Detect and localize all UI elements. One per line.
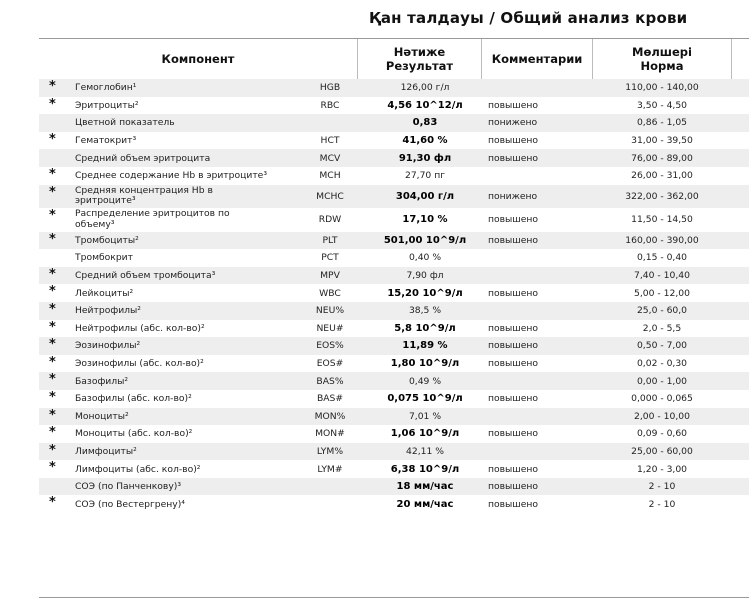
header-component: Компонент (161, 52, 235, 66)
comment-text (488, 267, 588, 285)
component-code: MCV (319, 152, 341, 164)
norm-range: 110,00 - 140,00 (625, 82, 699, 94)
table-row (39, 79, 749, 97)
component-code: NEU% (315, 305, 345, 317)
row-marker: * (49, 425, 56, 441)
result-value: 0,40 % (408, 252, 442, 264)
component-code: HGB (319, 82, 341, 94)
component-code: MON# (315, 428, 345, 440)
comment-text: повышено (488, 428, 538, 440)
row-marker: * (49, 96, 56, 112)
row-marker: * (49, 460, 56, 476)
comment-text: повышено (488, 322, 538, 334)
component-name: Средний объем эритроцита (75, 152, 211, 164)
table-row (39, 495, 749, 513)
table-row (39, 267, 749, 285)
table-row (39, 132, 749, 150)
norm-range: 2,00 - 10,00 (634, 410, 690, 422)
table-row (39, 355, 749, 373)
result-value: 11,89 % (402, 340, 448, 352)
component-code (297, 478, 363, 496)
row-marker (49, 149, 63, 167)
component-code: BAS# (316, 393, 344, 405)
component-code: BAS% (316, 375, 344, 387)
table-row (39, 149, 749, 167)
norm-range: 0,50 - 7,00 (636, 340, 688, 352)
result-value: 17,10 % (402, 214, 448, 226)
row-marker: * (49, 184, 56, 200)
comment-text: повышено (488, 214, 538, 226)
norm-range: 3,50 - 4,50 (636, 99, 688, 111)
component-code: MCHC (316, 190, 344, 202)
component-name: Средняя концентрация Hb в эритроците³ (75, 184, 213, 207)
row-marker: * (49, 407, 56, 423)
row-marker: * (49, 319, 56, 335)
comment-text (488, 372, 588, 390)
table-row (39, 114, 749, 132)
table-row (39, 443, 749, 461)
component-code: MON% (314, 410, 346, 422)
result-value: 15,20 10^9/л (387, 287, 463, 299)
row-marker: * (49, 301, 56, 317)
row-marker: * (49, 389, 56, 405)
comment-text: повышено (488, 287, 538, 299)
result-value: 27,70 пг (404, 170, 446, 182)
header-divider (731, 39, 732, 79)
component-code: LYM% (316, 445, 344, 457)
component-code: WBC (319, 287, 341, 299)
result-value: 4,56 10^12/л (387, 99, 463, 111)
row-marker: * (49, 284, 56, 300)
norm-range: 31,00 - 39,50 (631, 135, 693, 147)
norm-range: 11,50 - 14,50 (631, 214, 693, 226)
component-name: Лимфоциты (абс. кол-во)² (75, 463, 201, 475)
header-comments: Комментарии (491, 52, 583, 66)
row-marker: * (49, 231, 56, 247)
component-code: PCT (321, 252, 339, 264)
component-name: Средний объем тромбоцита³ (75, 270, 216, 282)
result-value: 6,38 10^9/л (390, 463, 460, 475)
component-code: MPV (320, 270, 340, 282)
component-name: Эозинофилы² (75, 340, 141, 352)
component-code: RDW (318, 214, 342, 226)
norm-range: 322,00 - 362,00 (625, 190, 699, 202)
table-row (39, 232, 749, 250)
norm-range: 7,40 - 10,40 (634, 270, 690, 282)
row-marker: * (49, 495, 56, 511)
norm-range: 0,15 - 0,40 (636, 252, 688, 264)
component-name: Нейтрофилы (абс. кол-во)² (75, 322, 205, 334)
component-name: Тромбоциты² (75, 234, 139, 246)
norm-range: 0,86 - 1,05 (636, 117, 688, 129)
table-row (39, 408, 749, 426)
result-value: 0,83 (412, 117, 438, 129)
header-result: Нәтиже Результат (385, 45, 454, 73)
result-value: 91,30 фл (398, 152, 452, 164)
norm-range: 2,0 - 5,5 (642, 322, 682, 334)
norm-range: 1,20 - 3,00 (636, 463, 688, 475)
result-value: 126,00 г/л (400, 82, 450, 94)
comment-text: повышено (488, 481, 538, 493)
table-row (39, 460, 749, 478)
table-row (39, 372, 749, 390)
component-name: Базофилы (абс. кол-во)² (75, 393, 192, 405)
norm-range: 0,00 - 1,00 (636, 375, 688, 387)
row-marker (49, 114, 63, 132)
component-name: Гематокрит³ (75, 135, 137, 147)
row-marker: * (49, 337, 56, 353)
table-bottom-border (39, 597, 749, 598)
table-row (39, 208, 749, 232)
component-name: Гемоглобин¹ (75, 82, 137, 94)
norm-range: 0,02 - 0,30 (636, 358, 688, 370)
component-name: Среднее содержание Hb в эритроците³ (75, 170, 268, 182)
component-name: Эозинофилы (абс. кол-во)² (75, 358, 204, 370)
norm-range: 25,00 - 60,00 (631, 445, 693, 457)
table-row (39, 478, 749, 496)
report-title: Қан талдауы / Общий анализ крови (369, 9, 688, 27)
table-row (39, 249, 749, 267)
row-marker: * (49, 354, 56, 370)
row-marker: * (49, 208, 56, 224)
table-row (39, 302, 749, 320)
comment-text: повышено (488, 99, 538, 111)
component-code: MCH (319, 170, 341, 182)
comment-text: повышено (488, 152, 538, 164)
table-row (39, 320, 749, 338)
component-code (297, 495, 363, 513)
component-code: PLT (322, 234, 338, 246)
row-marker (49, 249, 63, 267)
row-marker: * (49, 79, 56, 94)
norm-range: 76,00 - 89,00 (631, 152, 693, 164)
component-name: СОЭ (по Панченкову)³ (75, 481, 182, 493)
component-name: Нейтрофилы² (75, 305, 141, 317)
comment-text (488, 302, 588, 320)
norm-range: 2 - 10 (648, 481, 676, 493)
comment-text: понижено (488, 117, 538, 129)
comment-text: повышено (488, 498, 538, 510)
comment-text (488, 408, 588, 426)
norm-range: 26,00 - 31,00 (631, 170, 693, 182)
comment-text (488, 167, 588, 185)
row-marker (49, 478, 63, 496)
component-code: EOS% (316, 340, 344, 352)
component-code: HCT (320, 135, 340, 147)
result-value: 7,01 % (408, 410, 442, 422)
norm-range: 2 - 10 (648, 498, 676, 510)
component-name: Тромбокрит (75, 252, 133, 264)
comment-text (488, 249, 588, 267)
component-name: Распределение эритроцитов по объему³ (75, 208, 230, 230)
component-name: Цветной показатель (75, 117, 175, 129)
comment-text: повышено (488, 463, 538, 475)
component-name: Лейкоциты² (75, 287, 134, 299)
component-name: Моноциты (абс. кол-во)² (75, 428, 193, 440)
norm-range: 25,0 - 60,0 (636, 305, 688, 317)
table-row (39, 185, 749, 209)
component-name: Базофилы² (75, 375, 129, 387)
comment-text: повышено (488, 234, 538, 246)
norm-range: 0,000 - 0,065 (631, 393, 693, 405)
component-name: Эритроциты² (75, 99, 139, 111)
result-value: 42,11 % (406, 445, 444, 457)
table-row (39, 284, 749, 302)
result-value: 20 мм/час (396, 498, 454, 510)
result-value: 41,60 % (402, 135, 448, 147)
norm-range: 160,00 - 390,00 (625, 234, 699, 246)
result-value: 7,90 фл (406, 270, 444, 282)
norm-range: 0,09 - 0,60 (636, 428, 688, 440)
result-value: 304,00 г/л (395, 190, 455, 202)
component-code: RBC (320, 99, 340, 111)
table-row (39, 97, 749, 115)
result-value: 0,49 % (408, 375, 442, 387)
results-table-body (39, 79, 749, 513)
comment-text: повышено (488, 358, 538, 370)
row-marker: * (49, 442, 56, 458)
result-value: 501,00 10^9/л (383, 234, 467, 246)
row-marker: * (49, 266, 56, 282)
row-marker: * (49, 166, 56, 182)
comment-text (488, 79, 588, 97)
component-code: LYM# (317, 463, 343, 475)
result-value: 0,075 10^9/л (387, 393, 463, 405)
comment-text: повышено (488, 135, 538, 147)
component-code: EOS# (316, 358, 344, 370)
result-value: 18 мм/час (396, 481, 454, 493)
comment-text: повышено (488, 340, 538, 352)
result-value: 38,5 % (408, 305, 442, 317)
header-norm: Мөлшері Норма (632, 45, 692, 73)
component-name: Лимфоциты² (75, 445, 137, 457)
table-header (39, 38, 749, 80)
comment-text: понижено (488, 190, 538, 202)
result-value: 5,8 10^9/л (394, 322, 456, 334)
table-row (39, 167, 749, 185)
table-row (39, 425, 749, 443)
table-row (39, 337, 749, 355)
comment-text: повышено (488, 393, 538, 405)
component-code: NEU# (316, 322, 344, 334)
norm-range: 5,00 - 12,00 (634, 287, 690, 299)
table-row (39, 390, 749, 408)
comment-text (488, 443, 588, 461)
component-name: Моноциты² (75, 410, 129, 422)
result-value: 1,06 10^9/л (390, 428, 460, 440)
row-marker: * (49, 372, 56, 388)
component-code (297, 114, 363, 132)
result-value: 1,80 10^9/л (390, 358, 460, 370)
row-marker: * (49, 131, 56, 147)
component-name: СОЭ (по Вестергрену)⁴ (75, 498, 185, 510)
